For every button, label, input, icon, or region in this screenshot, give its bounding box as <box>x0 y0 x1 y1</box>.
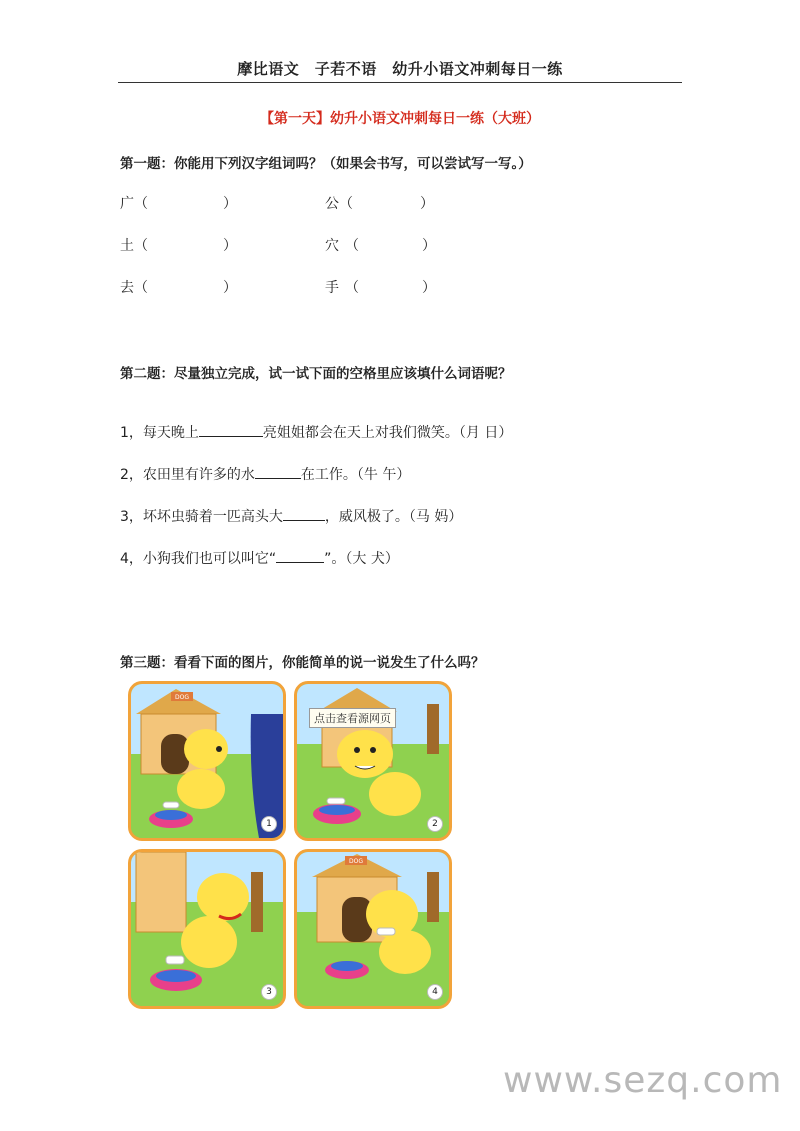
page-header: 摩比语文 子若不语 幼升小语文冲刺每日一练 <box>237 60 563 78</box>
answer-blank[interactable] <box>199 422 263 437</box>
word-char: 穴 <box>325 238 339 254</box>
fill-sentence <box>120 422 512 442</box>
word-item <box>325 277 436 297</box>
sentence-end: ，威风极了。（马 妈） <box>324 509 463 525</box>
sentence-end: ”。（大 犬） <box>324 551 399 567</box>
open-paren: （ <box>339 196 353 212</box>
doghouse-sign: DOG <box>349 858 363 865</box>
fill-sentence <box>120 548 399 568</box>
fill-sentence <box>120 506 462 526</box>
panel-number-badge: 2 <box>427 816 443 832</box>
panel-number-badge: 4 <box>427 984 443 1000</box>
story-panel-4 <box>294 849 452 1009</box>
open-paren: （ <box>134 238 148 254</box>
word-char: 公 <box>325 196 339 212</box>
word-item <box>325 235 436 255</box>
panel-4-illustration <box>297 852 449 1006</box>
story-panel-2 <box>294 681 452 841</box>
word-char: 去 <box>120 280 134 296</box>
answer-blank[interactable] <box>283 506 325 521</box>
sentence-start: 2，农田里有许多的水 <box>120 467 255 483</box>
panel-1-illustration <box>131 684 283 838</box>
word-char: 广 <box>120 196 134 212</box>
panel-number-badge: 3 <box>261 984 277 1000</box>
question-3-title: 第三题：看看下面的图片，你能简单的说一说发生了什么吗？ <box>120 655 485 671</box>
close-paren: ） <box>223 238 237 254</box>
word-item <box>120 277 237 297</box>
word-char: 手 <box>325 280 339 296</box>
close-paren: ） <box>422 280 436 296</box>
word-item <box>325 193 434 213</box>
close-paren: ） <box>223 196 237 212</box>
word-item <box>120 235 237 255</box>
story-picture-grid <box>128 681 454 1015</box>
fill-sentence <box>120 464 410 484</box>
sentence-start: 3，坏坏虫骑着一匹高头大 <box>120 509 283 525</box>
close-paren: ） <box>422 238 436 254</box>
site-watermark: www.sezq.com <box>503 1060 783 1101</box>
answer-blank[interactable] <box>255 464 301 479</box>
day-title: 【第一天】幼升小语文冲刺每日一练（大班） <box>260 111 540 127</box>
close-paren: ） <box>420 196 434 212</box>
panel-3-illustration <box>131 852 283 1006</box>
open-paren: （ <box>134 280 148 296</box>
word-item <box>120 193 237 213</box>
view-source-tooltip[interactable]: 点击查看源网页 <box>309 708 396 728</box>
sentence-end: 在工作。（牛 午） <box>300 467 411 483</box>
question-2-title: 第二题：尽量独立完成，试一试下面的空格里应该填什么词语呢？ <box>120 366 512 382</box>
sentence-end: 亮姐姐都会在天上对我们微笑。（月 日） <box>262 425 513 441</box>
question-1-title: 第一题：你能用下列汉字组词吗？（如果会书写，可以尝试写一写。） <box>120 156 532 172</box>
header-divider <box>118 82 682 83</box>
open-paren: （ <box>345 280 359 296</box>
close-paren: ） <box>223 280 237 296</box>
sentence-start: 1，每天晚上 <box>120 425 199 441</box>
panel-number-badge: 1 <box>261 816 277 832</box>
story-panel-3 <box>128 849 286 1009</box>
open-paren: （ <box>134 196 148 212</box>
open-paren: （ <box>345 238 359 254</box>
answer-blank[interactable] <box>276 548 324 563</box>
sentence-start: 4，小狗我们也可以叫它“ <box>120 551 277 567</box>
story-panel-1 <box>128 681 286 841</box>
word-char: 土 <box>120 238 134 254</box>
doghouse-sign: DOG <box>175 694 189 701</box>
